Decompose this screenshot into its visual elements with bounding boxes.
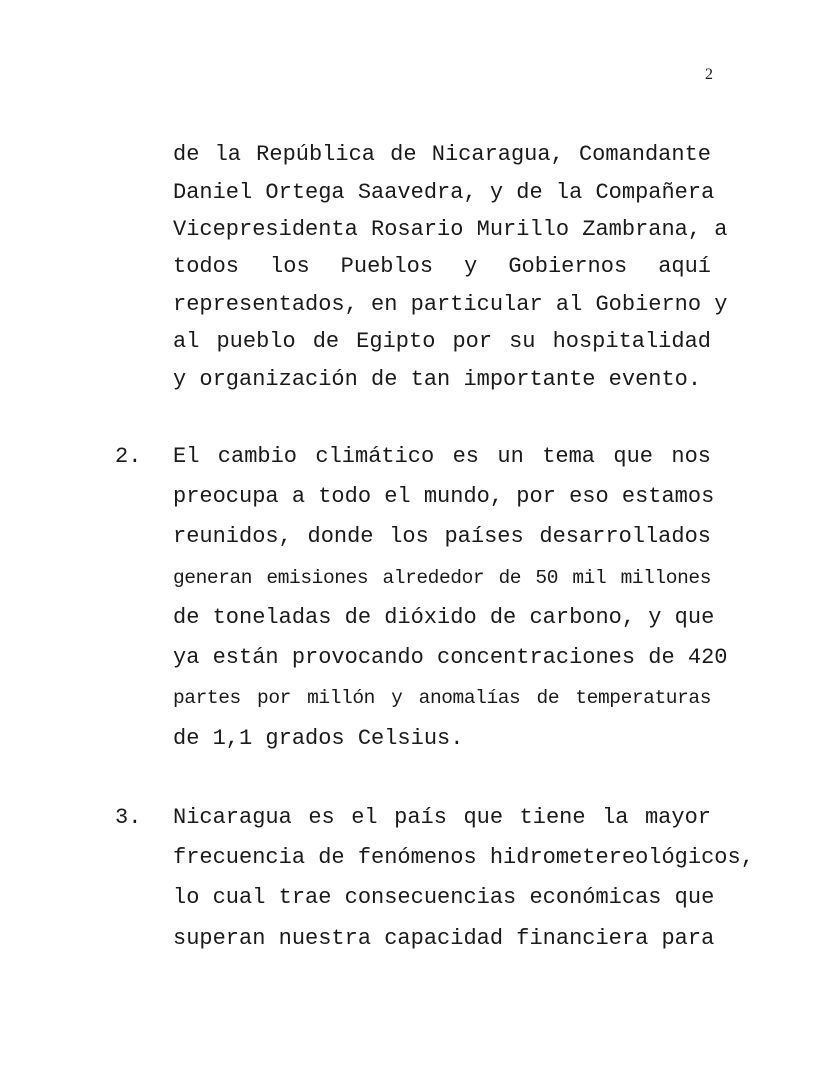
text-line: preocupa a todo el mundo, por eso estamos: [173, 484, 715, 509]
page-number: 2: [705, 66, 713, 83]
text-line: ya están provocando concentraciones de 420: [173, 645, 728, 670]
text-line: de la República de Nicaragua, Comandante: [173, 142, 711, 167]
text-line: superan nuestra capacidad financiera para: [173, 926, 715, 951]
text-line: generan emisiones alrededor de 50 mil millones: [173, 567, 711, 589]
text-line: El cambio climático es un tema que nos: [173, 444, 711, 469]
text-line: de 1,1 grados Celsius.: [173, 726, 464, 751]
text-line: de toneladas de dióxido de carbono, y que: [173, 605, 715, 630]
text-line: partes por millón y anomalías de temperaturas: [173, 687, 711, 709]
text-line: Daniel Ortega Saavedra, y de la Compañera: [173, 180, 715, 205]
text-line: representados, en particular al Gobierno y: [173, 292, 728, 317]
paragraph-number: 3.: [115, 805, 142, 830]
text-line: reunidos, donde los países desarrollados: [173, 524, 711, 549]
text-line: Vicepresidenta Rosario Murillo Zambrana, a: [173, 217, 728, 242]
text-line: al pueblo de Egipto por su hospitalidad: [173, 329, 711, 354]
text-line: frecuencia de fenómenos hidrometereológicos,: [173, 845, 754, 870]
paragraph-number: 2.: [115, 444, 142, 469]
text-line: Nicaragua es el país que tiene la mayor: [173, 805, 711, 830]
text-line: todos los Pueblos y Gobiernos aquí: [173, 254, 711, 279]
text-line: lo cual trae consecuencias económicas que: [173, 885, 715, 910]
text-line: y organización de tan importante evento.: [173, 367, 702, 392]
